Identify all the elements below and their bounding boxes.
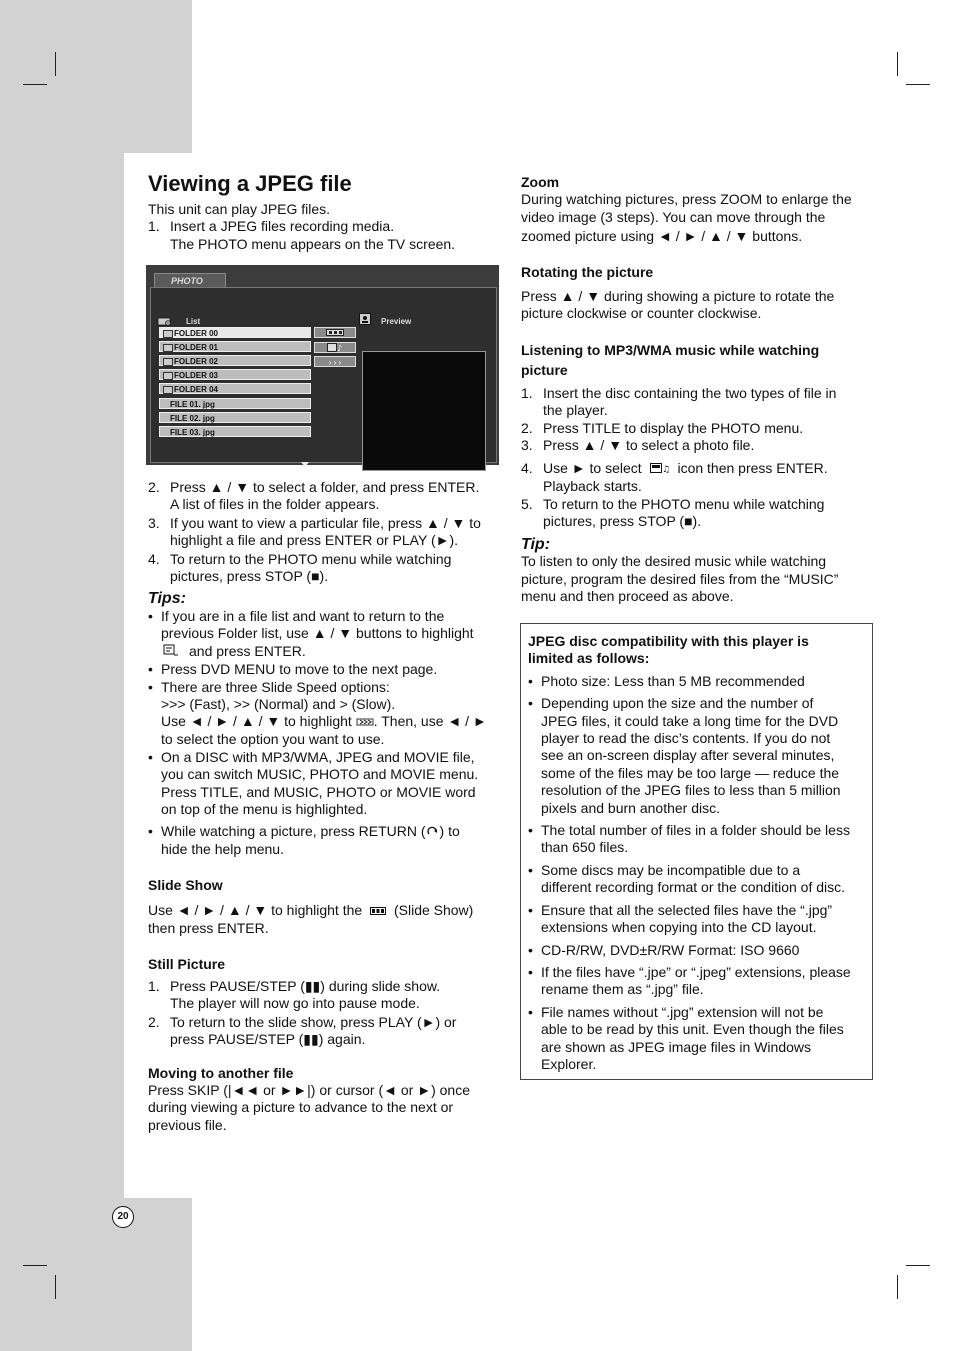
step-text: Playback starts. [543,478,642,495]
crop-mark [897,52,898,76]
menu-item-label: FOLDER 03 [174,371,219,380]
intro-text: This unit can play JPEG files. [148,201,331,217]
tip-text: you can switch MUSIC, PHOTO and MOVIE menu. [161,766,479,783]
compat-line: If the files have “.jpe” or “.jpeg” extensions, please [541,963,851,980]
step-text: press PAUSE/STEP (▮▮) again. [170,1031,366,1048]
step-text: The PHOTO menu appears on the TV screen. [170,235,456,252]
compatibility-item [528,902,868,937]
crop-mark [23,84,47,85]
compat-line: JPEG files, it could take a long time for the DVD [541,712,839,729]
slide-show-icon [370,903,386,920]
slide-show-line: Use ◄ / ► / ▲ / ▼ to highlight the [148,902,363,919]
step-text: To return to the PHOTO menu while watching [543,495,825,512]
step-item [148,479,500,514]
zoom-line: video image (3 steps). You can move through the [521,208,826,225]
step-number: 1. [148,218,160,235]
compat-line: able to be read by this unit. Even though the files [541,1021,844,1038]
tips-heading: Tips: [148,590,186,608]
zoom-text [521,191,873,245]
compat-line: some of the files may be too large — reduce the [541,764,840,781]
compatibility-item [528,822,868,857]
slide-speed-button[interactable]: › › › [314,356,356,367]
menu-item-folder[interactable] [159,369,311,380]
tip-text: >>> (Fast), >> (Normal) and > (Slow). [161,695,396,712]
left-column [148,479,500,1134]
compat-line: are shown as JPEG image files in Windows [541,1038,811,1055]
compatibility-item [528,673,868,690]
step-text: Insert a JPEG files recording media. [170,218,395,235]
crop-mark [897,1275,898,1299]
compatibility-item [528,1004,868,1074]
intro-block [148,201,498,253]
step-text: To return to the slide show, press PLAY (►) or [170,1013,457,1030]
step-text: If you want to view a particular file, press ▲ / ▼ to [170,514,481,531]
step-text: pictures, press STOP (■). [170,568,329,585]
list-label: List [186,317,201,326]
moving-heading: Moving to another file [148,1064,294,1081]
compat-line: than 650 files. [541,839,629,856]
folder-icon [163,358,173,366]
step-text: highlight a file and press ENTER or PLAY (►). [170,532,459,549]
menu-tab-photo: PHOTO [154,273,226,287]
step-text: Press ▲ / ▼ to select a photo file. [543,437,755,454]
step-text: the player. [543,402,608,419]
music-button[interactable] [314,342,356,353]
slide-speed-icon [356,714,374,731]
svg-text:♪: ♪ [337,344,343,352]
tip-item [148,608,500,661]
compat-line: CD-R/RW, DVD±R/RW Format: ISO 9660 [541,941,800,958]
listening-heading-line: picture [521,361,568,378]
step-text: To return to the PHOTO menu while watching [170,550,452,567]
menu-item-folder[interactable] [159,341,311,352]
page-margin-left [0,153,124,1198]
compatibility-item [528,942,868,959]
folder-icon [163,386,173,394]
step-number: 4. [148,550,160,567]
compat-line: The total number of files in a folder should be less [541,822,850,839]
step-text: Use ► to select [543,460,642,477]
tip-item [148,823,500,858]
tip-heading: Tip: [521,535,551,553]
menu-item-file[interactable] [159,426,311,437]
compatibility-heading [528,633,868,668]
tip-text: Use ◄ / ► / ▲ / ▼ to highlight [161,713,352,730]
zoom-line: zoomed picture using ◄ / ► / ▲ / ▼ buttons. [521,228,803,245]
compat-line: rename them as “.jpg” file. [541,981,704,998]
step-text: icon then press ENTER. [677,460,828,477]
crop-mark [906,1265,930,1266]
compatibility-item [528,964,868,999]
step-item [148,1014,500,1049]
tip-item [148,679,500,749]
photo-menu-screenshot [146,265,499,465]
compat-line: player to read the disc’s contents. If you do not [541,730,831,747]
tip-text: Press TITLE, and MUSIC, PHOTO or MOVIE word [161,783,476,800]
step-item [148,218,498,253]
music-photo-icon [327,343,343,352]
rotating-line: picture clockwise or counter clockwise. [521,305,762,322]
step-item [521,420,873,437]
compat-line: Ensure that all the selected files have the “.jpg” [541,901,833,918]
page-number: 20 [112,1206,134,1228]
tip-text [521,553,873,605]
steps-list-a [148,218,498,253]
crop-mark [55,52,56,76]
slide-show-text [148,902,500,937]
moving-line: Press SKIP (|◄◄ or ►►|) or cursor (◄ or ►) once [148,1082,470,1099]
music-photo-icon [650,461,670,478]
step-item [521,437,873,454]
compat-line: Some discs may be incompatible due to a [541,861,801,878]
slide-show-heading: Slide Show [148,876,223,893]
tip-text: ) to [439,823,460,840]
compatibility-content [528,633,868,1073]
step-text: pictures, press STOP (■). [543,513,702,530]
moving-text [148,1082,500,1134]
step-text: The player will now go into pause mode. [170,995,420,1012]
step-text: Press PAUSE/STEP (▮▮) during slide show. [170,978,441,995]
crop-mark [55,1275,56,1299]
step-number: 5. [521,495,533,512]
menu-item-folder[interactable] [159,383,311,394]
tip-item [148,749,500,819]
compat-line: pixels and burn another disc. [541,799,720,816]
page-margin-bottom [0,1198,192,1351]
compat-line: extensions when copying into the CD layout. [541,919,817,936]
listening-heading [521,340,873,380]
compat-line: resolution of the JPEG files to less than 5 million [541,782,841,799]
tip-text: Press DVD MENU to move to the next page. [161,661,438,678]
tip-line: menu and then proceed as above. [521,587,734,604]
step-number: 2. [521,419,533,436]
tip-line: picture, program the desired files from the “MUSIC” [521,570,839,587]
slide-show-line: then press ENTER. [148,920,269,937]
slide-show-icon [326,329,344,336]
step-number: 3. [148,514,160,531]
step-text: Press TITLE to display the PHOTO menu. [543,419,804,436]
menu-item-label: FOLDER 02 [174,357,219,366]
scroll-down-icon[interactable] [301,462,309,467]
folder-icon [163,372,173,380]
step-text: Insert the disc containing the two types of file in [543,384,837,401]
compatibility-item [528,862,868,897]
tip-text: If you are in a file list and want to return to the [161,607,445,624]
step-item [521,496,873,531]
step-item [521,460,873,495]
tip-item [148,661,500,678]
steps-list-b [148,479,500,585]
compatibility-heading-line: limited as follows: [528,650,650,667]
tip-text: While watching a picture, press RETURN ( [161,823,426,840]
step-number: 1. [521,384,533,401]
menu-item-label: FOLDER 04 [174,385,219,394]
menu-item-file[interactable] [159,398,311,409]
compatibility-item [528,695,868,817]
step-number: 2. [148,479,160,495]
zoom-line: During watching pictures, press ZOOM to enlarge the [521,191,852,208]
slide-show-line: (Slide Show) [393,902,474,919]
compat-line: File names without “.jpg” extension will not be [541,1003,824,1020]
moving-line: during viewing a picture to advance to the next or [148,1099,454,1116]
crop-mark [23,1265,47,1266]
zoom-heading: Zoom [521,174,560,190]
tip-text: previous Folder list, use ▲ / ▼ buttons to highlight [161,625,474,642]
tip-text: on top of the menu is highlighted. [161,801,368,817]
preview-icon [359,313,371,327]
menu-item-label: FILE 02. jpg [170,414,215,423]
compat-line: Photo size: Less than 5 MB recommended [541,672,805,689]
step-number: 1. [148,978,160,995]
menu-item-folder[interactable] [159,355,311,366]
menu-frame [150,287,497,463]
still-picture-steps [148,978,500,1049]
listening-heading-line: Listening to MP3/WMA music while watching [521,341,820,358]
step-item [148,978,500,1013]
tip-text: . Then, use ◄ / ► [373,713,487,730]
step-text: Press ▲ / ▼ to select a folder, and press ENTER. [170,479,480,495]
page-title: Viewing a JPEG file [148,171,352,196]
right-column [521,174,873,605]
listening-steps [521,385,873,531]
preview-pane [362,351,486,471]
compat-line: Explorer. [541,1055,597,1072]
folder-icon [163,330,173,338]
menu-item-label: FILE 01. jpg [170,400,215,409]
still-picture-heading: Still Picture [148,955,226,972]
folder-icon [163,344,173,352]
crop-mark [906,84,930,85]
menu-item-label: FOLDER 01 [174,343,219,352]
tip-text: to select the option you want to use. [161,731,385,748]
menu-item-file[interactable] [159,412,311,423]
compat-line: see an on-screen display after several minutes, [541,747,835,764]
compatibility-heading-line: JPEG disc compatibility with this player is [528,633,809,649]
preview-label: Preview [381,317,412,326]
page-margin-top [0,0,192,153]
step-item [148,515,500,550]
compat-line: Depending upon the size and the number of [541,695,814,712]
menu-item-folder[interactable] [159,327,311,338]
step-item [148,551,500,586]
folder-up-icon [161,643,189,661]
return-icon [426,824,440,841]
compatibility-list [528,673,868,1074]
step-item [521,385,873,420]
step-number: 3. [521,437,533,454]
menu-item-label: FOLDER 00 [174,329,219,338]
tips-list [148,608,500,859]
tip-text: On a DISC with MP3/WMA, JPEG and MOVIE file, [161,748,475,765]
compat-line: different recording format or the condition of disc. [541,879,846,896]
rotating-text [521,288,873,323]
rotating-heading: Rotating the picture [521,263,654,280]
tip-line: To listen to only the desired music while watching [521,553,827,570]
step-number: 4. [521,460,533,477]
tip-text: and press ENTER. [189,642,306,659]
tip-text: There are three Slide Speed options: [161,678,390,695]
svg-text:♫: ♫ [661,465,670,475]
moving-line: previous file. [148,1116,227,1133]
menu-item-label: FILE 03. jpg [170,428,215,437]
step-number: 2. [148,1013,160,1030]
tip-text: hide the help menu. [161,841,284,858]
slide-show-button[interactable] [314,327,356,338]
compatibility-box [520,623,873,1080]
rotating-line: Press ▲ / ▼ during showing a picture to rotate the [521,288,835,305]
step-text: A list of files in the folder appears. [170,496,380,513]
